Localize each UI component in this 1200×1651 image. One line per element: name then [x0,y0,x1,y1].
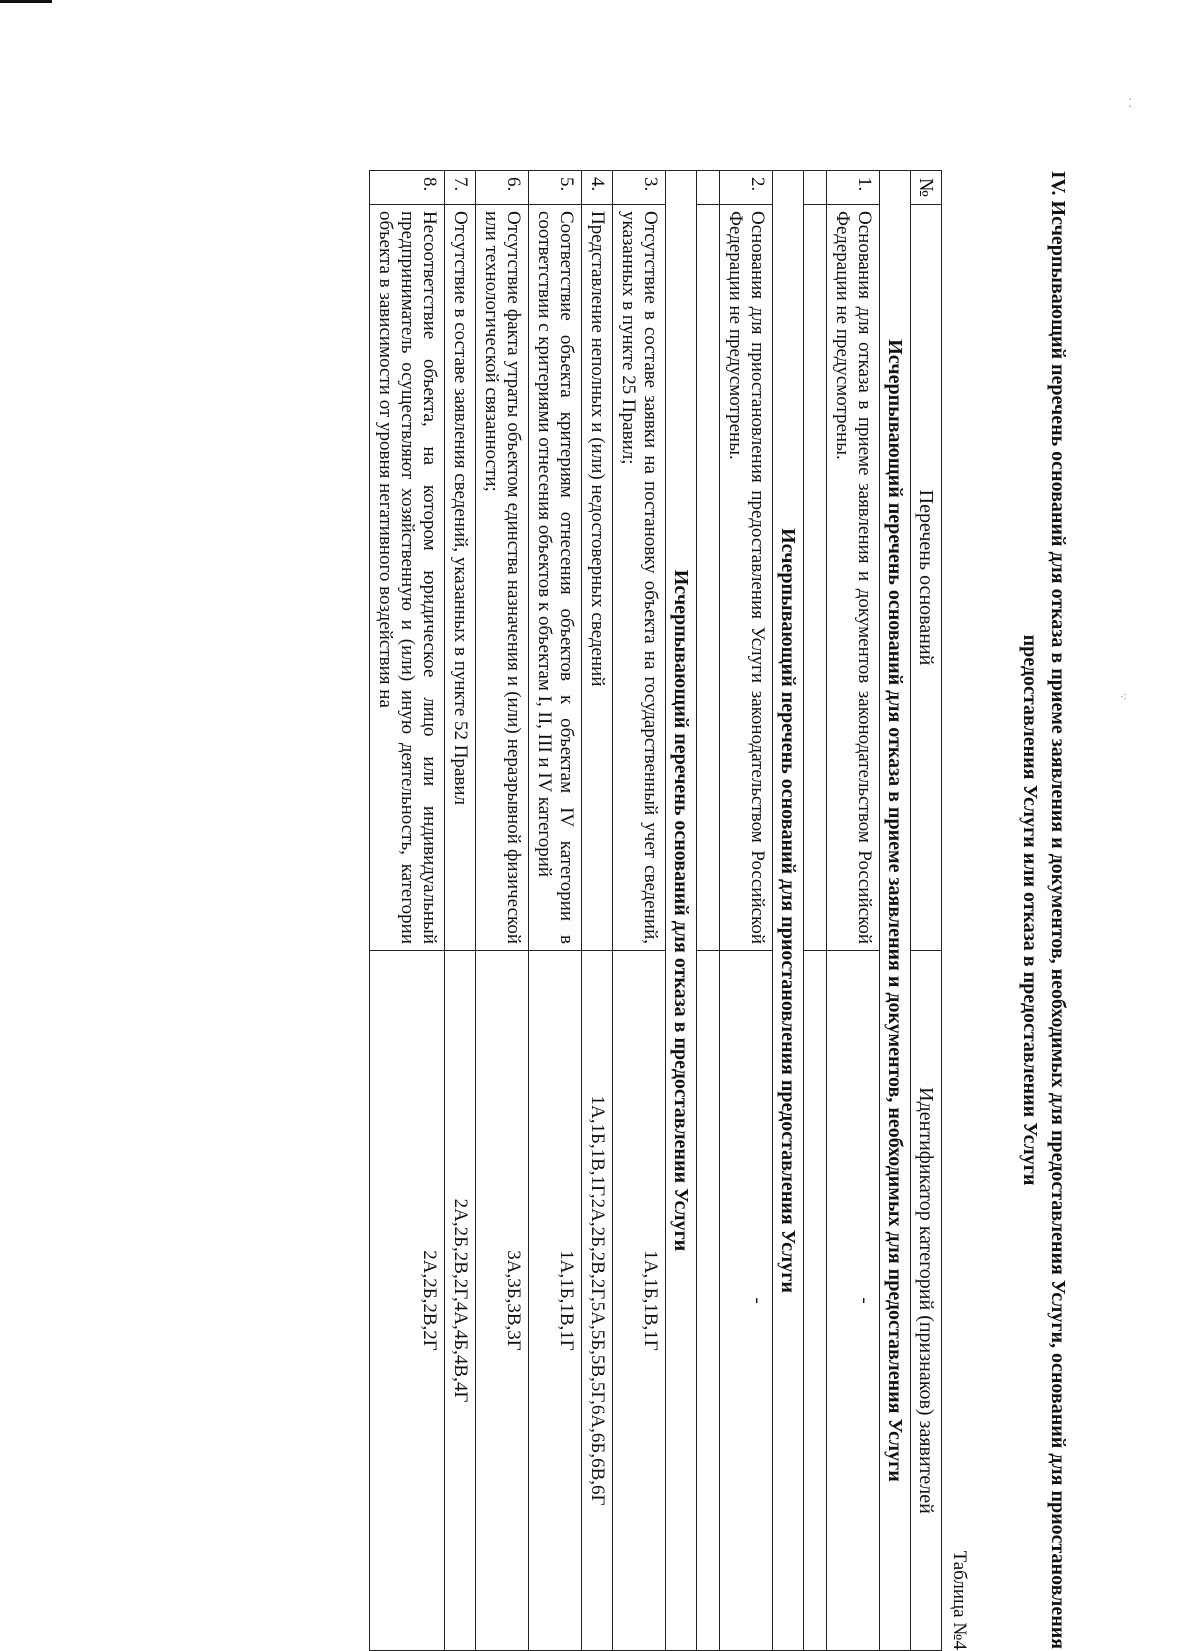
row-basis: Отсутствие в составе заявки на постановку объекта на государственный учет сведений, указанных в пункте 25 Правил; [613,205,666,951]
row-identifier: 1А,1Б,1В,1Г [613,951,666,1651]
row-number: 8. [370,171,445,205]
grounds-table [369,170,942,1651]
spacer-row [804,171,827,1651]
row-identifier: 3А,3Б,3В,3Г [476,951,529,1651]
rotated-document-page [72,170,1072,1650]
row-basis: Основания для приостановления предоставления Услуги законодательством Российской Федерации не предусмотрены. [720,205,773,951]
header-number: № [911,171,942,205]
row-number: 1. [827,171,880,205]
section-title-row [773,171,804,1651]
row-identifier: 2А,2Б,2В,2Г [370,951,445,1651]
header-identifier: Идентификатор категорий (признаков) заявителей [911,951,942,1651]
row-basis: Несоответствие объекта, на котором юридическое лицо или индивидуальный предприниматель осуществляют хозяйственную и (или) иную деятельность, категории объекта в зависимости от уровня негативного воздействия на [370,205,445,951]
table-row [582,171,613,1651]
row-basis: Отсутствие в составе заявления сведений, указанных в пункте 52 Правил [445,205,476,951]
scan-noise: ⁖ [1120,690,1128,704]
table-row [370,171,445,1651]
section-title-row [666,171,697,1651]
document-title: IV. Исчерпывающий перечень оснований для отказа в приеме заявления и документов, необходимых для предоставления Услуги, оснований для приостановления предоставления Услуги или отказа в предоставлении Услуги [1019,170,1069,1650]
row-basis: Основания для отказа в приеме заявления и документов законодательством Российской Федерации не предусмотрены. [827,205,880,951]
table-header-row [911,171,942,1651]
row-identifier: - [827,951,880,1651]
row-identifier: - [720,951,773,1651]
scan-edge-mark [0,0,52,3]
section-title: Исчерпывающий перечень оснований для отказа в предоставлении Услуги [666,171,697,1651]
row-basis: Отсутствие факта утраты объектом единства назначения и (или) неразрывной физической или технологической связанности; [476,205,529,951]
section-title: Исчерпывающий перечень оснований для приостановления предоставления Услуги [773,171,804,1651]
row-identifier: 1А,1Б,1В,1Г [529,951,582,1651]
row-number: 5. [529,171,582,205]
table-row [613,171,666,1651]
table-row [529,171,582,1651]
table-caption: Таблица №4 [949,1550,970,1650]
row-number: 2. [720,171,773,205]
scan-noise: ⁚ [1128,96,1132,110]
row-number: 6. [476,171,529,205]
row-identifier: 1А,1Б,1В,1Г,2А,2Б,2В,2Г,5А,5Б,5В,5Г,6А,6Б,6В,6Г [582,951,613,1651]
table-row [720,171,773,1651]
row-basis: Представление неполных и (или) недостоверных сведений [582,205,613,951]
spacer-row [697,171,720,1651]
table-row [445,171,476,1651]
section-title-row [880,171,911,1651]
row-number: 7. [445,171,476,205]
table-row [476,171,529,1651]
header-basis: Перечень оснований [911,205,942,951]
section-title: Исчерпывающий перечень оснований для отказа в приеме заявления и документов, необходимых для предоставления Услуги [880,171,911,1651]
row-number: 3. [613,171,666,205]
row-number: 4. [582,171,613,205]
row-basis: Соответствие объекта критериям отнесения объектов к объектам IV категории в соответствии с критериями отнесения объектов к объектам I, II, III и IV категорий [529,205,582,951]
row-identifier: 2А,2Б,2В,2Г,4А,4Б,4В,4Г [445,951,476,1651]
table-row [827,171,880,1651]
